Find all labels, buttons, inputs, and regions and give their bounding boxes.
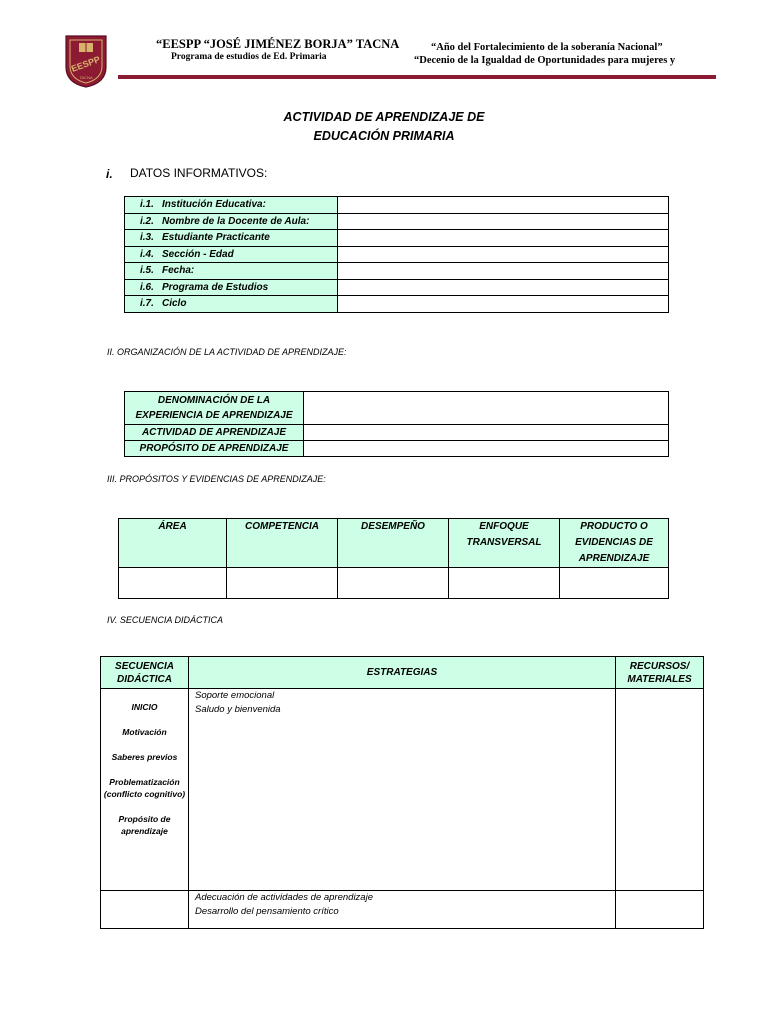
institution-name: “EESPP “JOSÉ JIMÉNEZ BORJA” TACNA [156, 37, 400, 51]
table-row [125, 425, 669, 441]
row-number: i.3. [140, 232, 154, 244]
organizacion-table [124, 391, 669, 457]
svg-text:EESPP: EESPP [69, 54, 102, 74]
table-header-row [119, 519, 669, 568]
phase-cell [101, 689, 189, 891]
document-title-line1: ACTIVIDAD DE APRENDIZAJE DE [283, 110, 485, 124]
row-label [125, 230, 338, 247]
table-cell[interactable] [338, 568, 449, 599]
row-value-field[interactable] [338, 213, 669, 230]
row-label: ACTIVIDAD DE APRENDIZAJE [125, 425, 304, 441]
table-row [101, 689, 704, 891]
propositos-table [118, 518, 669, 599]
table-cell[interactable] [560, 568, 669, 599]
column-header: ENFOQUE TRANSVERSAL [449, 519, 560, 568]
row-value-field[interactable] [338, 296, 669, 313]
row-number: i.6. [140, 281, 154, 293]
table-row [125, 213, 669, 230]
phase-label: Problematización (conflicto cognitivo) [103, 777, 186, 799]
row-label [125, 263, 338, 280]
row-label-text: Nombre de la Docente de Aula: [162, 215, 310, 227]
strategy-item: Desarrollo del pensamiento crítico [195, 906, 339, 917]
table-cell[interactable] [119, 568, 227, 599]
row-label-text: Fecha: [162, 265, 195, 277]
row-label [125, 296, 338, 313]
school-crest-logo [62, 33, 110, 89]
table-cell[interactable] [227, 568, 338, 599]
table-row [125, 279, 669, 296]
strategies-cell[interactable] [189, 891, 616, 929]
table-row [125, 296, 669, 313]
row-label-text: Sección - Edad [162, 248, 234, 260]
column-header: ÁREA [119, 519, 227, 568]
secuencia-didactica-table [100, 656, 704, 929]
row-number: i.1. [140, 199, 154, 211]
table-row [125, 441, 669, 457]
resources-cell[interactable] [616, 891, 704, 929]
svg-text:TACNA: TACNA [79, 75, 93, 80]
row-label-text: Ciclo [162, 298, 187, 310]
row-number: i.5. [140, 265, 154, 277]
row-value-field[interactable] [338, 246, 669, 263]
strategies-cell[interactable] [189, 689, 616, 891]
row-number: i.7. [140, 298, 154, 310]
row-label-text: Institución Educativa: [162, 199, 266, 211]
section-heading: II. ORGANIZACIÓN DE LA ACTIVIDAD DE APRENDIZAJE: [107, 347, 347, 357]
column-header: SECUENCIA DIDÁCTICA [101, 657, 189, 689]
row-label-text: Estudiante Practicante [162, 232, 270, 244]
strategy-item: Soporte emocional [195, 690, 275, 701]
row-label [125, 197, 338, 214]
row-label: PROPÓSITO DE APRENDIZAJE [125, 441, 304, 457]
row-label [125, 213, 338, 230]
table-row [125, 246, 669, 263]
row-value-field[interactable] [338, 279, 669, 296]
row-label: DENOMINACIÓN DE LA EXPERIENCIA DE APRENDIZAJE [125, 392, 304, 425]
table-cell[interactable] [449, 568, 560, 599]
row-number: i.2. [140, 215, 154, 227]
row-value-field[interactable] [338, 230, 669, 247]
section-heading: III. PROPÓSITOS Y EVIDENCIAS DE APRENDIZAJE: [107, 474, 326, 484]
phase-label: Propósito de aprendizaje [118, 814, 171, 836]
header-divider [118, 75, 716, 79]
column-header: COMPETENCIA [227, 519, 338, 568]
row-value-field[interactable] [338, 197, 669, 214]
column-header: ESTRATEGIAS [189, 657, 616, 689]
table-row [125, 392, 669, 425]
row-number: i.4. [140, 248, 154, 260]
strategy-item: Adecuación de actividades de aprendizaje [195, 892, 373, 903]
year-motto: “Año del Fortalecimiento de la soberanía Nacional” [431, 42, 663, 53]
table-row [125, 263, 669, 280]
column-header: RECURSOS/ MATERIALES [616, 657, 704, 689]
phase-label: Motivación [122, 727, 167, 737]
program-name: Programa de estudios de Ed. Primaria [171, 52, 327, 62]
section-heading: DATOS INFORMATIVOS: [130, 166, 268, 180]
phase-label: INICIO [131, 702, 158, 712]
row-value-field[interactable] [304, 392, 669, 425]
datos-informativos-table [124, 196, 669, 313]
strategy-item: Saludo y bienvenida [195, 704, 281, 715]
decade-motto: “Decenio de la Igualdad de Oportunidades para mujeres y [414, 55, 676, 66]
table-header-row [101, 657, 704, 689]
table-row [125, 197, 669, 214]
row-label [125, 246, 338, 263]
table-row [125, 230, 669, 247]
phase-label: Saberes previos [111, 752, 178, 762]
table-row [101, 891, 704, 929]
row-value-field[interactable] [304, 441, 669, 457]
section-number: i. [106, 167, 113, 181]
document-title-line2: EDUCACIÓN PRIMARIA [313, 129, 455, 143]
phase-cell [101, 891, 189, 929]
row-label-text: Programa de Estudios [162, 281, 269, 293]
resources-cell[interactable] [616, 689, 704, 891]
section-heading: IV. SECUENCIA DIDÁCTICA [107, 615, 224, 625]
row-value-field[interactable] [338, 263, 669, 280]
row-value-field[interactable] [304, 425, 669, 441]
table-row [119, 568, 669, 599]
row-label [125, 279, 338, 296]
column-header: DESEMPEÑO [338, 519, 449, 568]
column-header: PRODUCTO O EVIDENCIAS DE APRENDIZAJE [560, 519, 669, 568]
